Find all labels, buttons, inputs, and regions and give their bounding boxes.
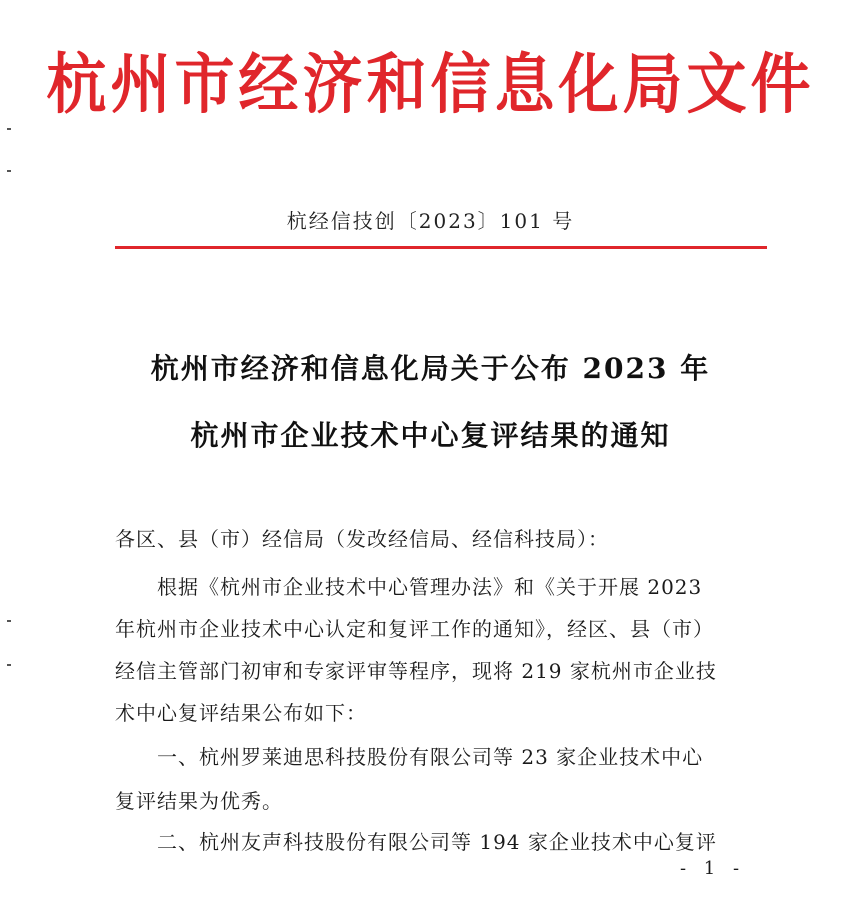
paragraph-1-line-4: 术中心复评结果公布如下： xyxy=(115,701,367,725)
document-number: 杭经信技创〔2023〕101 号 xyxy=(286,209,575,233)
margin-mark xyxy=(7,128,11,130)
salutation: 各区、县（市）经信局（发改经信局、经信科技局）： xyxy=(115,527,609,551)
notice-title-line-2: 杭州市企业技术中心复评结果的通知 xyxy=(190,419,671,452)
margin-mark xyxy=(7,170,11,172)
paragraph-2-line-1: 一、杭州罗莱迪思科技股份有限公司等 23 家企业技术中心 xyxy=(157,745,704,769)
margin-mark xyxy=(7,664,11,666)
paragraph-1-line-2: 年杭州市企业技术中心认定和复评工作的通知》，经区、县（市） xyxy=(115,617,714,641)
red-divider-line xyxy=(115,246,767,249)
document-header-title: 杭州市经济和信息化局文件 xyxy=(46,47,815,123)
paragraph-1-line-3: 经信主管部门初审和专家评审等程序，现将 219 家杭州市企业技 xyxy=(115,659,717,683)
paragraph-3-line-1: 二、杭州友声科技股份有限公司等 194 家企业技术中心复评 xyxy=(157,830,717,854)
notice-title-line-1: 杭州市经济和信息化局关于公布 2023 年 xyxy=(150,352,711,385)
page-number: - 1 - xyxy=(680,858,746,879)
paragraph-2-line-2: 复评结果为优秀。 xyxy=(115,789,283,813)
paragraph-1-line-1: 根据《杭州市企业技术中心管理办法》和《关于开展 2023 xyxy=(157,575,703,599)
margin-mark xyxy=(7,620,11,622)
